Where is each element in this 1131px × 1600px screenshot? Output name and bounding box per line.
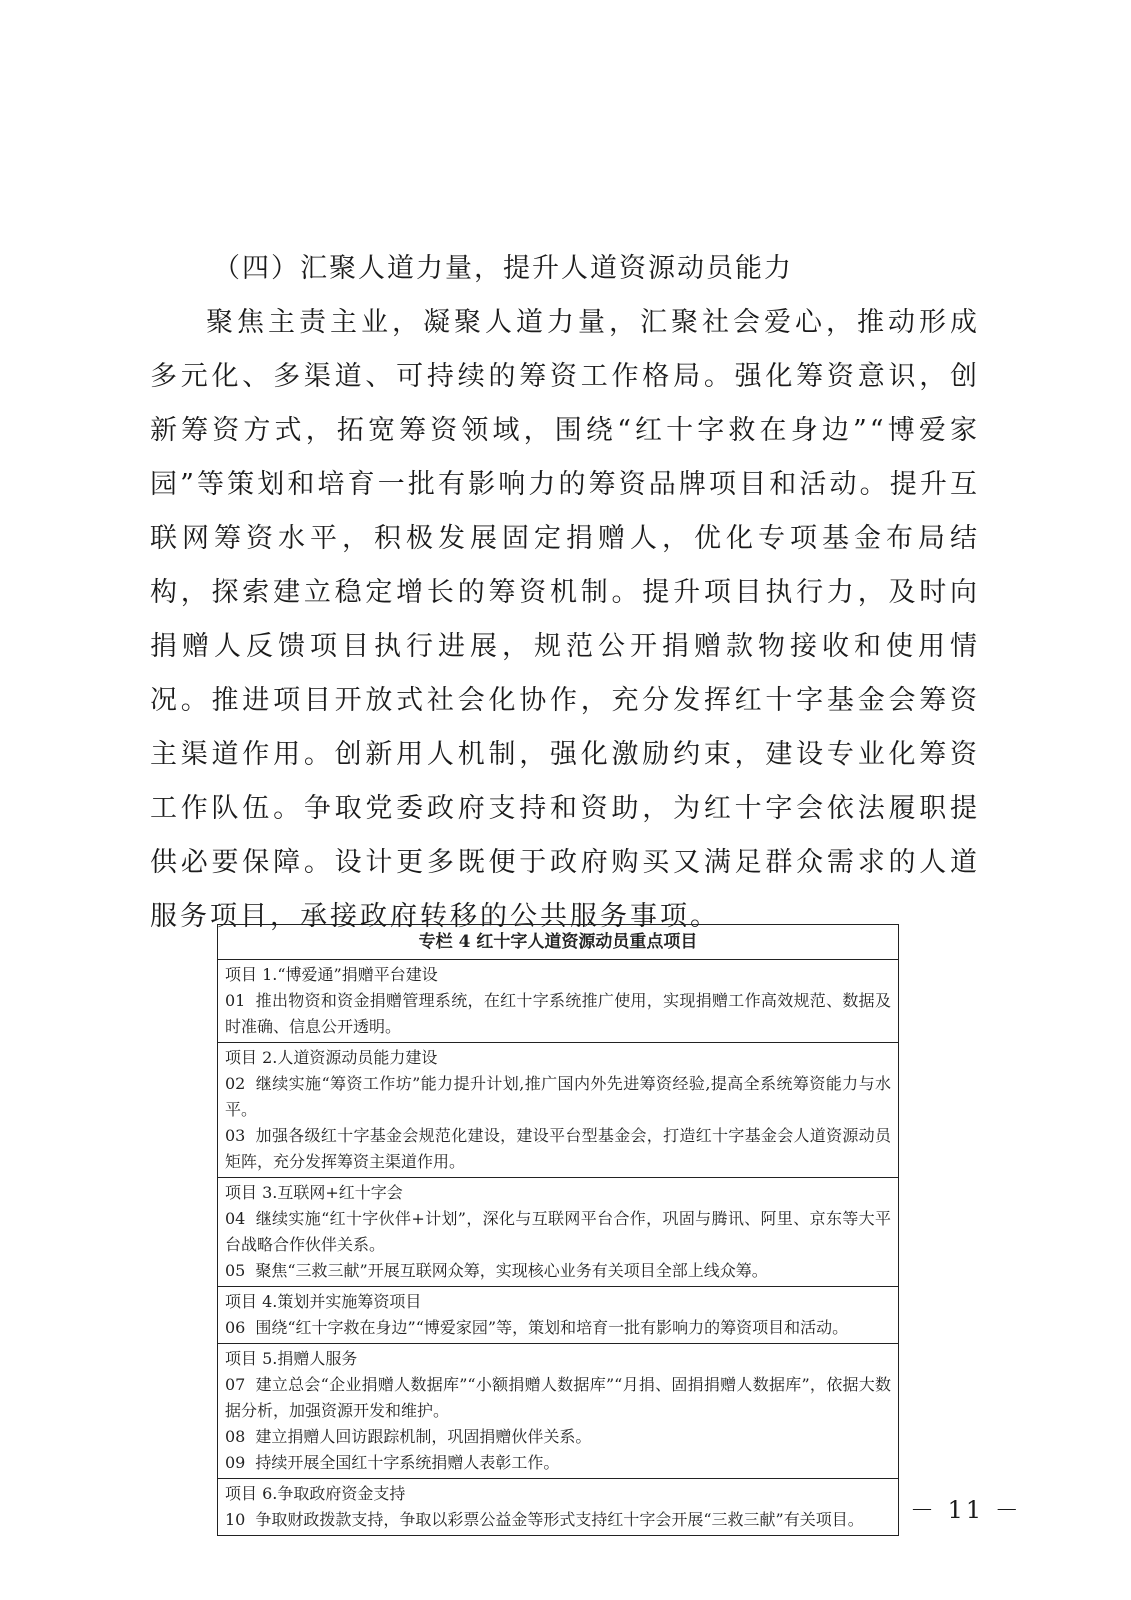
project-entry (225, 1372, 891, 1424)
project-title: 项目 2.人道资源动员能力建设 (225, 1048, 438, 1067)
project-title: 项目 3.互联网+红十字会 (225, 1183, 403, 1202)
entry-number: 08 (225, 1427, 246, 1446)
project-title: 项目 6.争取政府资金支持 (225, 1484, 406, 1503)
entry-text: 聚焦“三救三献”开展互联网众筹，实现核心业务有关项目全部上线众筹。 (255, 1261, 768, 1280)
entry-text: 围绕“红十字救在身边”“博爱家园”等，策划和培育一批有影响力的筹资项目和活动。 (255, 1318, 849, 1337)
entry-number: 05 (225, 1261, 246, 1280)
body-paragraph: 聚焦主责主业，凝聚人道力量，汇聚社会爱心，推动形成多元化、多渠道、可持续的筹资工作格局。强化筹资意识，创新筹资方式，拓宽筹资领域，围绕“红十字救在身边”“博爱家园”等策划和培育一批有影响力的筹资品牌项目和活动。提升互联网筹资水平，积极发展固定捐赠人，优化专项基金布局结构，探索建立稳定增长的筹资机制。提升项目执行力，及时向捐赠人反馈项目执行进展，规范公开捐赠款物接收和使用情况。推进项目开放式社会化协作，充分发挥红十字基金会筹资主渠道作用。创新用人机制，强化激励约束，建设专业化筹资工作队伍。争取党委政府支持和资助，为红十字会依法履职提供必要保障。设计更多既便于政府购买又满足群众需求的人道服务项目，承接政府转移的公共服务事项。 (150, 307, 980, 932)
entry-text: 继续实施“红十字伙伴+计划”，深化与互联网平台合作，巩固与腾讯、阿里、京东等大平台战略合作伙伴关系。 (225, 1209, 891, 1254)
key-projects-column (217, 924, 899, 1536)
entry-number: 10 (225, 1510, 246, 1529)
entry-text: 建立总会“企业捐赠人数据库”“小额捐赠人数据库”“月捐、固捐捐赠人数据库”，依据大数据分析，加强资源开发和维护。 (225, 1375, 891, 1420)
entry-text: 加强各级红十字基金会规范化建设，建设平台型基金会，打造红十字基金会人道资源动员矩阵，充分发挥筹资主渠道作用。 (225, 1126, 891, 1171)
project-block (218, 1479, 898, 1535)
project-block (218, 1344, 898, 1479)
project-entry (225, 1315, 891, 1341)
project-title: 项目 1.“博爱通”捐赠平台建设 (225, 965, 438, 984)
project-entry (225, 1206, 891, 1258)
project-block (218, 960, 898, 1043)
project-block (218, 1178, 898, 1287)
project-entry (225, 1071, 891, 1123)
project-entry (225, 1507, 891, 1533)
project-block (218, 1043, 898, 1178)
project-entry (225, 1123, 891, 1175)
entry-text: 持续开展全国红十字系统捐赠人表彰工作。 (255, 1453, 560, 1472)
section-heading: （四）汇聚人道力量，提升人道资源动员能力 (213, 253, 793, 284)
project-block (218, 1287, 898, 1344)
entry-number: 09 (225, 1453, 246, 1472)
entry-number: 04 (225, 1209, 246, 1228)
entry-number: 02 (225, 1074, 246, 1093)
page-number: － 11 － (910, 1496, 1022, 1524)
entry-number: 06 (225, 1318, 246, 1337)
entry-text: 继续实施“筹资工作坊”能力提升计划,推广国内外先进筹资经验,提高全系统筹资能力与水平。 (225, 1074, 891, 1119)
project-entry (225, 1258, 891, 1284)
entry-text: 争取财政拨款支持，争取以彩票公益金等形式支持红十字会开展“三救三献”有关项目。 (255, 1510, 864, 1529)
entry-text: 建立捐赠人回访跟踪机制，巩固捐赠伙伴关系。 (255, 1427, 592, 1446)
column-title: 专栏 4 红十字人道资源动员重点项目 (218, 925, 898, 960)
project-entry (225, 1424, 891, 1450)
entry-number: 03 (225, 1126, 246, 1145)
project-entry (225, 988, 891, 1040)
entry-number: 07 (225, 1375, 246, 1394)
project-title: 项目 4.策划并实施筹资项目 (225, 1292, 422, 1311)
project-title: 项目 5.捐赠人服务 (225, 1349, 358, 1368)
entry-text: 推出物资和资金捐赠管理系统，在红十字系统推广使用，实现捐赠工作高效规范、数据及时准确、信息公开透明。 (225, 991, 891, 1036)
project-entry (225, 1450, 891, 1476)
entry-number: 01 (225, 991, 246, 1010)
